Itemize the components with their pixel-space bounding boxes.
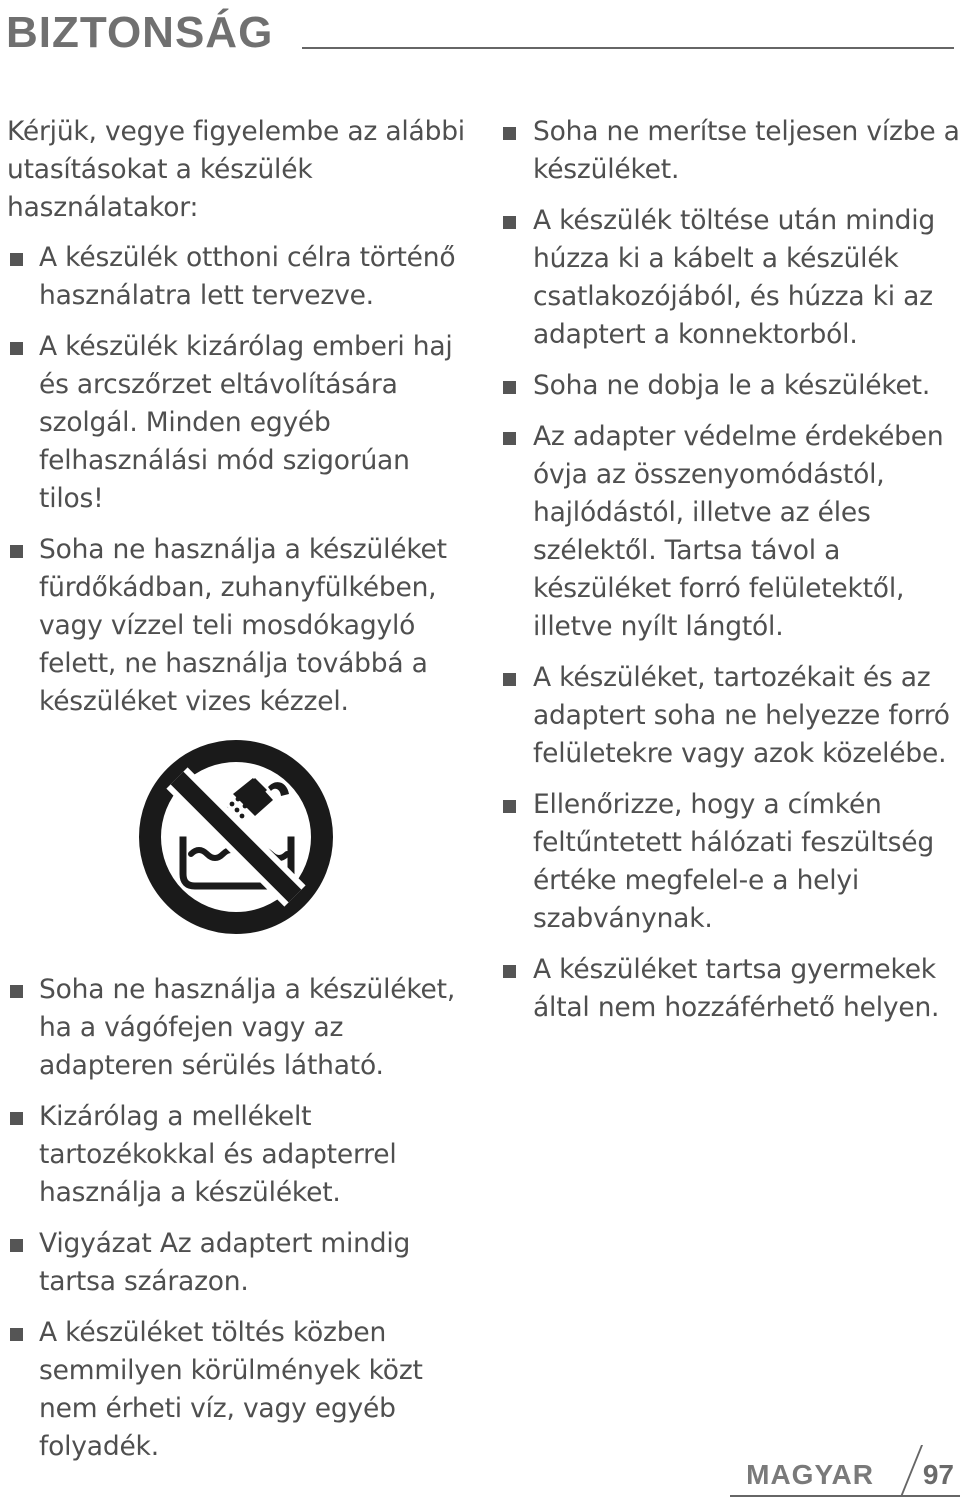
list-item — [500, 202, 960, 354]
list-item-text: Vigyázat Az adaptert mindig tartsa szárazon. — [39, 1228, 411, 1297]
square-bullet-icon — [503, 216, 516, 229]
page-header — [6, 8, 960, 58]
list-item-text: A készüléket tartsa gyermekek által nem hozzáférhető helyen. — [533, 954, 940, 1023]
list-item-text: Soha ne merítse teljesen vízbe a készüléket. — [533, 116, 960, 185]
list-item — [500, 418, 960, 646]
list-item — [500, 659, 960, 773]
list-item-text: Soha ne használja a készüléket, ha a vágófejen vagy az adapteren sérülés látható. — [39, 974, 456, 1081]
square-bullet-icon — [503, 432, 516, 445]
pictogram-container — [7, 738, 467, 938]
no-bath-shower-prohibition-icon — [137, 738, 335, 936]
list-item — [7, 971, 467, 1085]
list-item — [7, 1098, 467, 1212]
title-rule — [302, 47, 954, 49]
left-column — [7, 113, 467, 1479]
square-bullet-icon — [10, 342, 23, 355]
page-title: BIZTONSÁG — [6, 8, 274, 57]
intro-text: Kérjük, vegye figyelembe az alábbi utasításokat a készülék használatakor: — [7, 116, 465, 223]
square-bullet-icon — [503, 800, 516, 813]
square-bullet-icon — [503, 965, 516, 978]
square-bullet-icon — [503, 127, 516, 140]
square-bullet-icon — [10, 1112, 23, 1125]
square-bullet-icon — [503, 381, 516, 394]
list-item-text: Soha ne használja a készüléket fürdőkádban, zuhanyfülkében, vagy vízzel teli mosdókagyló felett, ne használja továbbá a készüléket vizes kézzel. — [39, 534, 447, 717]
square-bullet-icon — [10, 545, 23, 558]
list-item-text: Ellenőrizze, hogy a címkén feltűntetett hálózati feszültség értéke megfelel-e a helyi szabványnak. — [533, 789, 934, 934]
square-bullet-icon — [10, 1239, 23, 1252]
list-item-text: Az adapter védelme érdekében óvja az összenyomódástól, hajlódástól, illetve az éles szélektől. Tartsa távol a készüléket forró felületektől, illetve nyílt lángtól. — [533, 421, 944, 642]
safety-list-left-bottom — [7, 971, 467, 1466]
list-item — [500, 367, 960, 405]
square-bullet-icon — [10, 253, 23, 266]
list-item-text: A készülék töltése után mindig húzza ki a kábelt a készülék csatlakozójából, és húzza ki az adaptert a konnektorból. — [533, 205, 936, 350]
square-bullet-icon — [503, 673, 516, 686]
list-item — [7, 1314, 467, 1466]
list-item — [7, 239, 467, 315]
square-bullet-icon — [10, 1328, 23, 1341]
list-item-text: Kizárólag a mellékelt tartozékokkal és adapterrel használja a készüléket. — [39, 1101, 397, 1208]
list-item — [7, 531, 467, 721]
list-item-text: A készüléket, tartozékait és az adaptert soha ne helyezze forró felületekre vagy azok közelébe. — [533, 662, 950, 769]
list-item-text: A készülék otthoni célra történő használatra lett tervezve. — [39, 242, 456, 311]
safety-list-left-top — [7, 239, 467, 721]
list-item — [7, 1225, 467, 1301]
footer-rule — [730, 1495, 960, 1497]
footer-slash-divider — [900, 1445, 923, 1497]
page-number: 97 — [922, 1459, 954, 1490]
list-item — [500, 113, 960, 189]
list-item-text: Soha ne dobja le a készüléket. — [533, 370, 931, 401]
list-item-text: A készülék kizárólag emberi haj és arcszőrzet eltávolítására szolgál. Minden egyéb felhasználási mód szigorúan tilos! — [39, 331, 453, 514]
list-item — [500, 786, 960, 938]
list-item — [7, 328, 467, 518]
right-column — [500, 113, 960, 1040]
square-bullet-icon — [10, 985, 23, 998]
list-item-text: A készüléket töltés közben semmilyen körülmények közt nem érheti víz, vagy egyéb folyadék. — [39, 1317, 423, 1462]
footer-language: MAGYAR — [746, 1459, 874, 1490]
safety-list-right — [500, 113, 960, 1027]
list-item — [500, 951, 960, 1027]
page-footer — [730, 1445, 960, 1505]
